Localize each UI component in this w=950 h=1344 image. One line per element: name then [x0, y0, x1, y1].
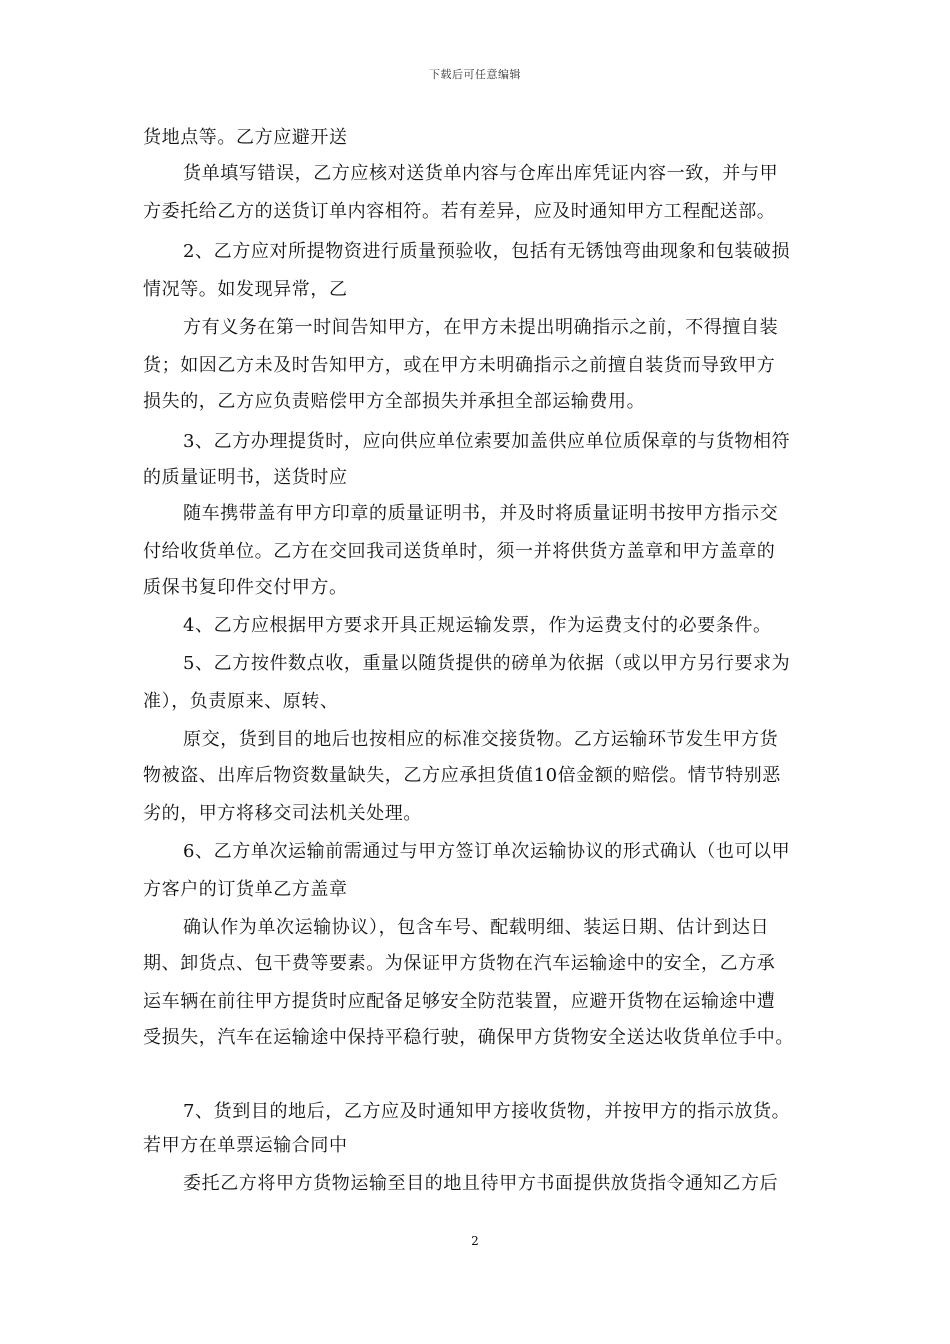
text-line: 货地点等。乙方应避开送 — [143, 127, 348, 148]
text-line: 方有义务在第一时间告知甲方，在甲方未提出明确指示之前，不得擅自装 — [183, 317, 779, 338]
text-line: 7、货到目的地后，乙方应及时通知甲方接收货物，并按甲方的指示放货。 — [183, 1101, 791, 1122]
text-line: 期、卸货点、包干费等要素。为保证甲方货物在汽车运输途中的安全，乙方承 — [143, 953, 776, 974]
text-line: 货单填写错误，乙方应核对送货单内容与仓库出库凭证内容一致，并与甲 — [183, 163, 779, 184]
text-line: 确认作为单次运输协议），包含车号、配载明细、装运日期、估计到达日 — [183, 917, 770, 938]
text-line: 物被盗、出库后物资数量缺失，乙方应承担货值10倍金额的赔偿。情节特别恶 — [143, 765, 781, 786]
text-line: 受损失，汽车在运输途中保持平稳行驶，确保甲方货物安全送达收货单位手中。 — [143, 1027, 794, 1048]
text-line: 损失的，乙方应负责赔偿甲方全部损失并承担全部运输费用。 — [143, 391, 646, 412]
text-line: 原交，货到目的地后也按相应的标准交接货物。乙方运输环节发生甲方货 — [183, 729, 779, 750]
text-line: 劣的，甲方将移交司法机关处理。 — [143, 803, 422, 824]
text-line: 2、乙方应对所提物资进行质量预验收，包括有无锈蚀弯曲现象和包装破损 — [183, 241, 791, 262]
text-line: 6、乙方单次运输前需通过与甲方签订单次运输协议的形式确认（也可以甲 — [183, 841, 791, 862]
text-line: 随车携带盖有甲方印章的质量证明书，并及时将质量证明书按甲方指示交 — [183, 503, 779, 524]
text-line: 货；如因乙方未及时告知甲方，或在甲方未明确指示之前擅自装货而导致甲方 — [143, 355, 776, 376]
text-line: 准），负责原来、原转、 — [143, 691, 339, 712]
text-line: 委托乙方将甲方货物运输至目的地且待甲方书面提供放货指令通知乙方后 — [183, 1173, 779, 1194]
text-line: 付给收货单位。乙方在交回我司送货单时，须一并将供货方盖章和甲方盖章的 — [143, 541, 776, 562]
text-line: 4、乙方应根据甲方要求开具正规运输发票，作为运费支付的必要条件。 — [183, 615, 772, 636]
text-line: 运车辆在前往甲方提货时应配备足够安全防范装置，应避开货物在运输途中遭 — [143, 991, 776, 1012]
text-line: 3、乙方办理提货时，应向供应单位索要加盖供应单位质保章的与货物相符 — [183, 431, 791, 452]
text-line: 的质量证明书，送货时应 — [143, 467, 348, 488]
text-line: 情况等。如发现异常，乙 — [143, 279, 348, 300]
page-number: 2 — [471, 1234, 479, 1248]
text-line: 方委托给乙方的送货订单内容相符。若有差异，应及时通知甲方工程配送部。 — [143, 201, 776, 222]
page-header: 下载后可任意编辑 — [429, 68, 521, 81]
text-line: 质保书复印件交付甲方。 — [143, 577, 348, 598]
text-line: 若甲方在单票运输合同中 — [143, 1135, 348, 1156]
text-line: 方客户的订货单乙方盖章 — [143, 879, 348, 900]
text-line: 5、乙方按件数点收，重量以随货提供的磅单为依据（或以甲方另行要求为 — [183, 653, 791, 674]
